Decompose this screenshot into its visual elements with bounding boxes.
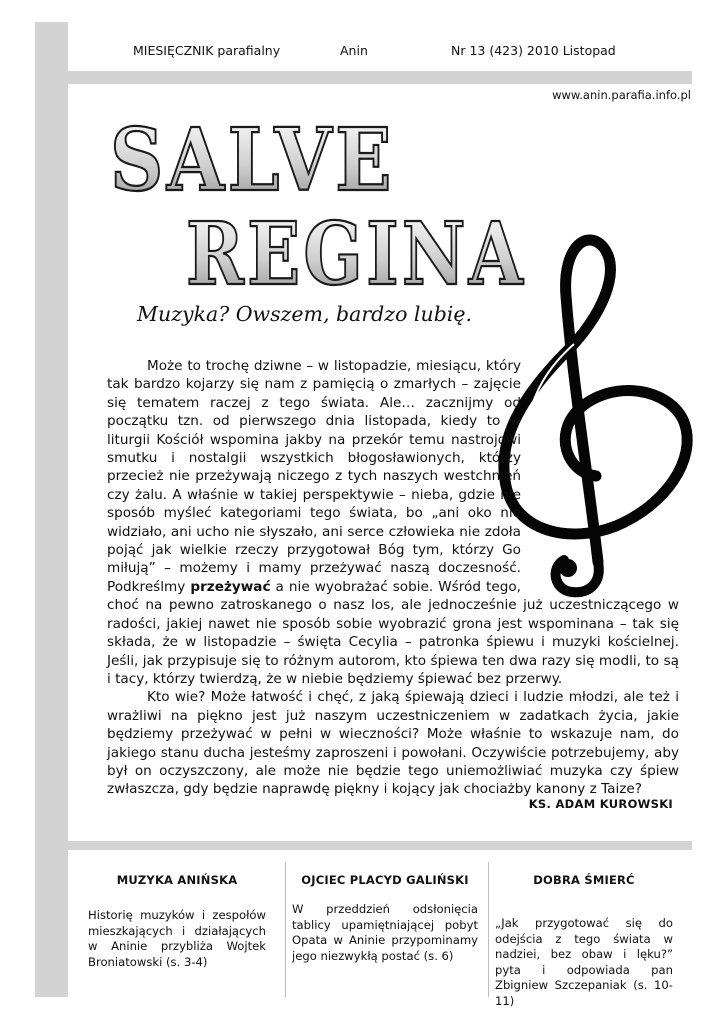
teaser-text: Historię muzyków i zespołów mieszkających i działających w Aninie przybliża Wojtek Broniatowski (s. 3-4) — [88, 908, 266, 969]
clef-wrap-area — [521, 357, 679, 585]
publication-label: MIESIĘCZNIK parafialny — [133, 43, 281, 58]
teaser-heading: OJCIEC PLACYD GALIŃSKI — [301, 873, 469, 887]
column-divider — [285, 862, 286, 997]
article-title: Muzyka? Owszem, bardzo lubię. — [137, 302, 473, 326]
teaser-text: W przeddzień odsłonięcia tablicy upamiętniającej pobyt Opata w Aninie przypominamy jego niezwykłą postać (s. 6) — [292, 902, 478, 963]
teaser-muzyka-aninska[interactable] — [88, 873, 266, 970]
masthead-logo — [108, 108, 528, 305]
masthead-line1: SALVE — [110, 110, 395, 211]
teaser-text: „Jak przygotować się do odejścia z tego świata w nadziei, bez obaw i lęku?” pyta i odpowiada pan Zbigniew Szczepaniak (s. 10-11) — [495, 916, 673, 1008]
article-emphasis: przeżywać — [190, 578, 271, 595]
issue-label: Nr 13 (423) 2010 Listopad — [451, 43, 616, 58]
article-paragraph: Kto wie? Może łatwość i chęć, z jaką śpiewają dzieci i ludzie młodzi, ale też i wrażliwi na piękno jest już naszym uczestniczeniem w zadatkach życia, jakie będziemy przeżywać w pełni w wieczności? Może właśnie to wskazuje nam, do jakiego stanu ducha jesteśmy zaproszeni i powołani. Oczywiście potrzebujemy, aby był on oczyszczony, ale może nie będzie tego uniemożliwiać muzyka czy śpiew zwłaszcza, gdy będzie naprawdę piękny i kojący jak chociażby kanony z Taize? — [107, 689, 679, 798]
article-author: KS. ADAM KUROWSKI — [528, 797, 673, 811]
frame-top-bar — [35, 71, 692, 84]
article-text: a nie wyobrażać sobie. Wśród tego, choć na pewno zatroskanego o nasz los, ale jednocześnie już uczestniczącego w radości, jakiej nawet nie sposób sobie wyobrazić grona jest wspominana – tak się składa, że w listopadzie – święta Cecylia – patronka śpiewu i muzyki kościelnej. Jeśli, jak przypisuje się to różnym autorom, kto śpiewa ten dwa razy się modli, to są i tacy, którzy twierdzą, że w niebie będziemy śpiewać bez przerwy. — [107, 578, 679, 687]
website-link[interactable]: www.anin.parafia.info.pl — [552, 88, 691, 102]
article-body — [107, 357, 679, 799]
teaser-dobra-smierc[interactable] — [495, 873, 673, 1010]
parish-label: Anin — [340, 43, 368, 58]
teaser-ojciec-placyd[interactable] — [292, 873, 478, 964]
frame-divider-bar — [35, 841, 692, 850]
column-divider — [488, 862, 489, 997]
teaser-heading: MUZYKA ANIŃSKA — [116, 873, 238, 887]
masthead-line2: REGINA — [186, 204, 526, 305]
frame-vertical-bar — [35, 22, 68, 997]
teaser-heading: DOBRA ŚMIERĆ — [533, 873, 635, 887]
article-text: Może to trochę dziwne – w listopadzie, miesiącu, który tak bardzo kojarzy się nam z pamięcią o zmarłych – zajęcie się tematem raczej z tego świata. Ale… zacznijmy od początku tzn. od pierwszego dnia listopada, kiedy to w liturgii Kościół wspomina jakby na przekór temu nastrojowi smutku i nostalgii wszystkich błogosławionych, którzy przecież nie przeżywają niczego z tych naszych westchnień czy żalu. A właśnie w takiej perspektywie – nieba, gdzie nie sposób myśleć kategoriami tego świata, bo „ani oko nie widziało, ani ucho nie słyszało, ani serce człowieka nie zdoła pojąć jak wielkie rzeczy przygotował Bóg tym, którzy Go miłują” – możemy i mamy przeżywać naszą doczesność. Podkreślmy — [107, 358, 521, 595]
